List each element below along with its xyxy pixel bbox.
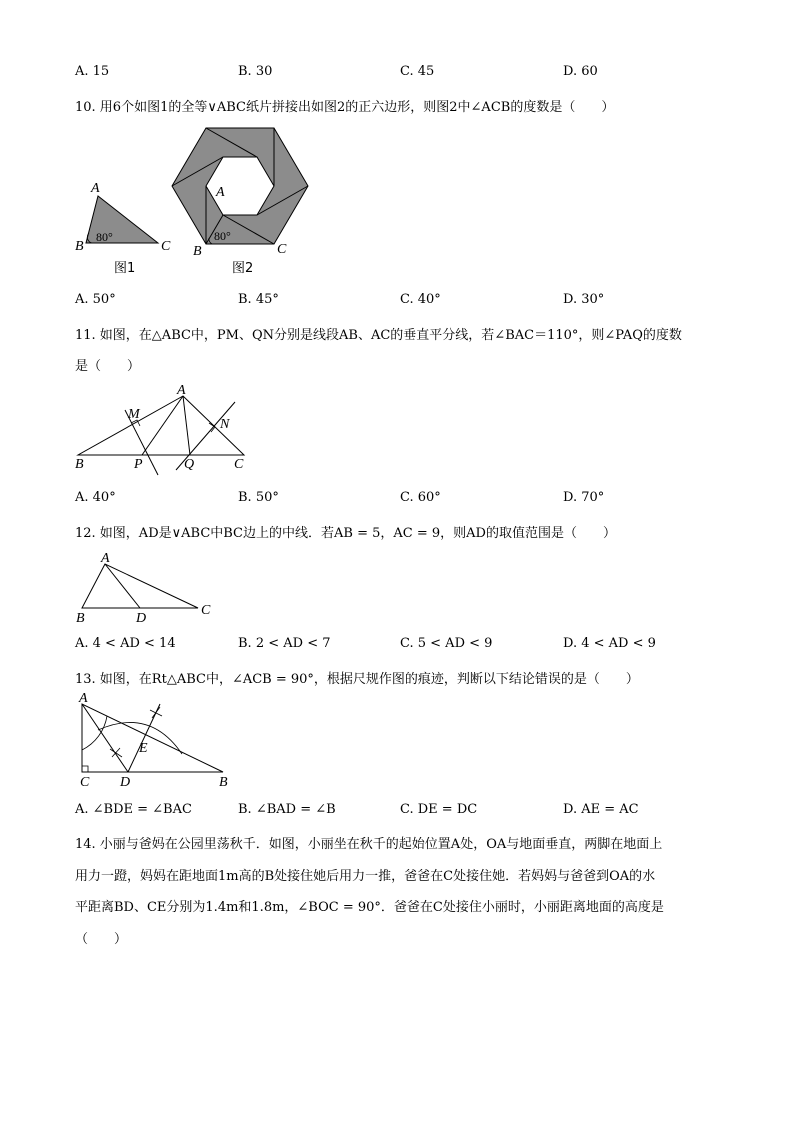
- q9-option-c: C. 45: [400, 64, 435, 79]
- q10-fig1-label-a: A: [91, 181, 100, 196]
- q13-option-c: C. DE = DC: [400, 802, 478, 817]
- q12-stem: 12. 如图，AD是∨ABC中BC边上的中线．若AB = 5，AC = 9，则AD的取值范围是（ ）: [75, 526, 616, 541]
- q12-label-d: D: [136, 611, 147, 626]
- q10-option-a: A. 50°: [75, 292, 116, 307]
- q14-line3: 平距离BD、CE分别为1.4m和1.8m，∠BOC = 90°．爸爸在C处接住小丽时，小丽距离地面的高度是: [75, 900, 664, 915]
- q10-option-d: D. 30°: [563, 292, 605, 307]
- q13-figure: [70, 692, 240, 792]
- q11-label-c: C: [234, 457, 244, 472]
- q12-label-a: A: [101, 551, 110, 566]
- q10-option-b: B. 45°: [238, 292, 279, 307]
- q10-fig1-label-c: C: [161, 239, 171, 254]
- q11-stem-line2: 是（ ）: [75, 359, 141, 374]
- q11-stem-line1: 11. 如图，在△ABC中，PM、QN分别是线段AB、AC的垂直平分线，若∠BAC＝110°，则∠PAQ的度数: [75, 328, 682, 343]
- q10-fig2-angle: 80°: [214, 229, 231, 243]
- q13-stem: 13. 如图，在Rt△ABC中，∠ACB = 90°，根据尺规作图的痕迹，判断以下结论错误的是（ ）: [75, 672, 639, 687]
- q12-option-a: A. 4 < AD < 14: [75, 636, 176, 651]
- q11-label-p: P: [134, 457, 143, 472]
- q14-line4: （ ）: [75, 932, 128, 947]
- q11-figure: [70, 380, 255, 480]
- q13-label-e: E: [139, 741, 148, 756]
- q9-option-b: B. 30: [238, 64, 273, 79]
- q11-label-m: M: [128, 407, 140, 422]
- q12-option-b: B. 2 < AD < 7: [238, 636, 331, 651]
- q11-option-d: D. 70°: [563, 490, 605, 505]
- q12-label-b: B: [76, 611, 85, 626]
- q10-fig2-caption: 图2: [232, 261, 254, 276]
- q11-label-n: N: [220, 417, 230, 432]
- q11-option-a: A. 40°: [75, 490, 116, 505]
- q10-stem: 10. 用6个如图1的全等∨ABC纸片拼接出如图2的正六边形，则图2中∠ACB的度数是（ ）: [75, 100, 615, 115]
- q11-label-q: Q: [184, 457, 195, 472]
- q13-label-c: C: [80, 775, 90, 790]
- q10-fig1-caption: 图1: [114, 261, 136, 276]
- q13-label-a: A: [79, 692, 88, 706]
- q13-label-b: B: [219, 775, 228, 790]
- q14-line1: 14. 小丽与爸妈在公园里荡秋千．如图，小丽坐在秋千的起始位置A处，OA与地面垂直，两脚在地面上: [75, 837, 663, 852]
- q10-option-c: C. 40°: [400, 292, 441, 307]
- q13-option-b: B. ∠BAD = ∠B: [238, 802, 336, 817]
- q13-option-d: D. AE = AC: [563, 802, 639, 817]
- q10-fig2-hexagon: [172, 128, 308, 244]
- q13-option-a: A. ∠BDE = ∠BAC: [75, 802, 192, 817]
- q10-figures: [70, 118, 330, 283]
- q9-option-d: D. 60: [563, 64, 598, 79]
- q10-fig2-label-c: C: [277, 242, 287, 257]
- q12-label-c: C: [201, 603, 211, 618]
- q11-option-c: C. 60°: [400, 490, 441, 505]
- q14-line2: 用力一蹬，妈妈在距地面1m高的B处接住她后用力一推，爸爸在C处接住她．若妈妈与爸爸到OA的水: [75, 869, 656, 884]
- q11-option-b: B. 50°: [238, 490, 279, 505]
- q10-fig1-label-b: B: [75, 239, 84, 254]
- q12-option-c: C. 5 < AD < 9: [400, 636, 493, 651]
- q11-label-a: A: [177, 383, 186, 398]
- q13-label-d: D: [120, 775, 131, 790]
- q12-option-d: D. 4 < AD < 9: [563, 636, 656, 651]
- q10-fig2-label-b: B: [193, 244, 202, 259]
- q10-fig2-label-a: A: [216, 185, 225, 200]
- q9-option-a: A. 15: [75, 64, 110, 79]
- q11-label-b: B: [75, 457, 84, 472]
- q10-fig1-angle: 80°: [96, 230, 113, 244]
- q12-figure: [70, 548, 220, 626]
